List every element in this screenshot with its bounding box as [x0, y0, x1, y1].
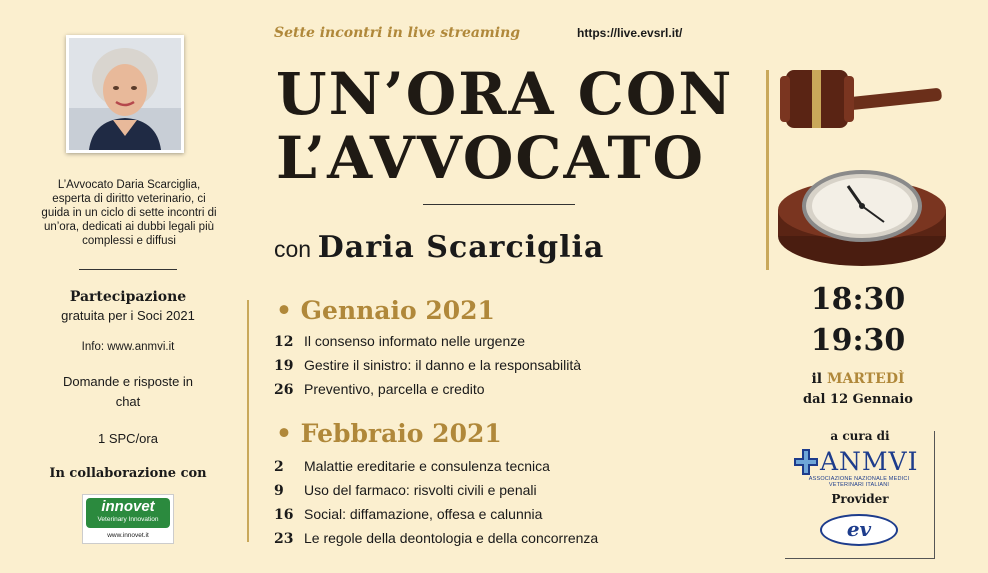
- anmvi-cross-icon: [794, 449, 818, 475]
- schedule-divider: [247, 300, 249, 542]
- innovet-wordmark: innovet: [101, 498, 155, 515]
- participation-subtitle: gratuita per i Soci 2021: [61, 308, 195, 323]
- event-day: 23: [274, 531, 294, 547]
- weekday: MARTEDÌ: [826, 371, 905, 387]
- qa-text: Domande e risposte in chat: [62, 374, 194, 409]
- anmvi-logo: [794, 447, 924, 488]
- event-row: [274, 506, 542, 523]
- weekday-prefix: il: [811, 371, 823, 387]
- title-line-2: L’AVVOCATO: [276, 124, 706, 192]
- event-day: 9: [274, 483, 284, 499]
- event-row: [274, 381, 485, 398]
- portrait-icon: [69, 38, 181, 150]
- curated-by-label: a cura di: [830, 429, 890, 443]
- speaker-bio: L’Avvocato Daria Scarciglia, esperta di diritto veterinario, ci guida in un ciclo di sette incontri di un’ora, dedicati ai dubbi legali più complessi e diffusi: [41, 179, 217, 247]
- page-title: [276, 62, 736, 190]
- divider: [79, 269, 177, 270]
- event-row: [274, 530, 598, 547]
- event-title: Uso del farmaco: risvolti civili e penali: [304, 482, 537, 498]
- accent-bar: [766, 70, 769, 270]
- event-day: 19: [274, 358, 294, 374]
- weekday-line: [774, 371, 942, 387]
- month-february: • Febbraio 2021: [276, 419, 502, 448]
- event-day: 16: [274, 507, 294, 523]
- innovet-tagline: Veterinary Innovation: [97, 516, 159, 523]
- speaker-prefix: con: [274, 236, 312, 262]
- innovet-badge: [86, 498, 170, 528]
- event-title: Il consenso informato nelle urgenze: [304, 333, 526, 349]
- ev-logo: [820, 514, 898, 546]
- participation-title: Partecipazione: [69, 289, 187, 305]
- collaboration-label: In collaborazione con: [49, 466, 207, 481]
- provider-label: Provider: [831, 492, 889, 506]
- event-row: [274, 333, 525, 350]
- speaker-photo: [66, 35, 184, 153]
- event-title: Le regole della deontologia e della concorrenza: [304, 530, 599, 546]
- event-title: Social: diffamazione, offesa e calunnia: [304, 506, 543, 522]
- event-row: [274, 357, 581, 374]
- gavel-clock-image: [772, 40, 948, 272]
- end-time: 19:30: [810, 323, 906, 358]
- title-line-1: UN’ORA CON: [276, 60, 734, 128]
- ev-wordmark: ev: [846, 517, 872, 541]
- anmvi-wordmark: ANMVI: [820, 447, 919, 476]
- event-title: Malattie ereditarie e consulenza tecnica: [304, 458, 550, 474]
- streaming-url[interactable]: https://live.evsrl.it/: [577, 26, 683, 40]
- start-date: dal 12 Gennaio: [803, 392, 913, 407]
- event-day: 2: [274, 459, 284, 475]
- event-row: [274, 482, 537, 499]
- event-day: 26: [274, 382, 294, 398]
- event-title: Preventivo, parcella e credito: [304, 381, 485, 397]
- tagline: Sette incontri in live streaming: [274, 25, 521, 41]
- left-column: [0, 0, 256, 573]
- title-divider: [423, 204, 575, 205]
- month-january: • Gennaio 2021: [276, 296, 495, 325]
- event-row: [274, 458, 550, 475]
- event-title: Gestire il sinistro: il danno e la responsabilità: [304, 357, 582, 373]
- anmvi-fullname: ASSOCIAZIONE NAZIONALE MEDICI VETERINARI ITALIANI: [808, 476, 910, 488]
- spc-text: 1 SPC/ora: [98, 431, 158, 446]
- innovet-logo: [82, 494, 174, 544]
- speaker-name: Daria Scarciglia: [317, 230, 605, 265]
- gavel-icon: [772, 40, 948, 272]
- info-text: Info: www.anmvi.it: [81, 341, 175, 353]
- speaker-line: [274, 230, 604, 265]
- start-time: 18:30: [810, 282, 906, 317]
- innovet-url: www.innovet.it: [107, 532, 149, 539]
- event-day: 12: [274, 334, 294, 350]
